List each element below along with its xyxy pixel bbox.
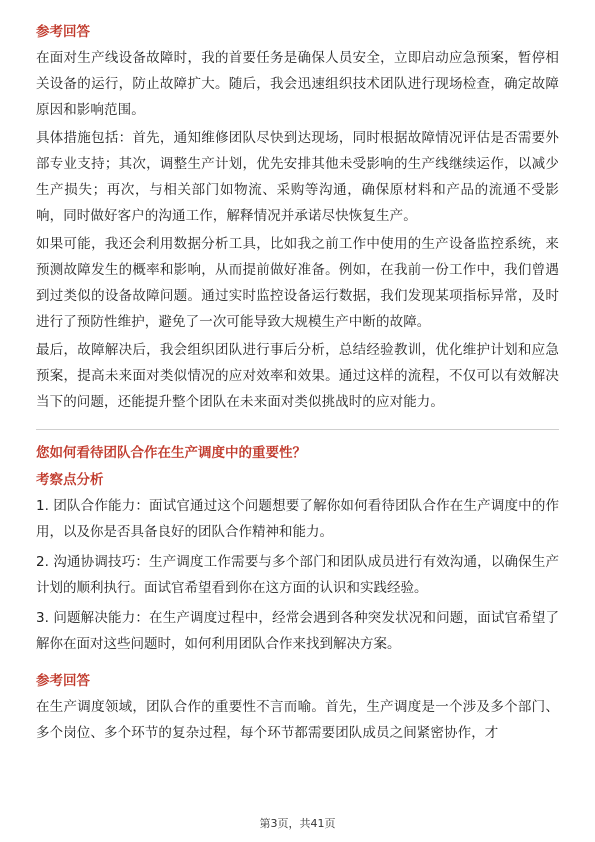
answer-paragraph: 在生产调度领域，团队合作的重要性不言而喻。首先，生产调度是一个涉及多个部门、多个岗位、多个环节的复杂过程，每个环节都需要团队成员之间紧密协作，才 xyxy=(36,699,559,741)
question-title: 您如何看待团队合作在生产调度中的重要性？ xyxy=(36,445,306,461)
analysis-item: 2. 沟通协调技巧：生产调度工作需要与多个部门和团队成员进行有效沟通，以确保生产计划的顺利执行。面试官希望看到你在这方面的认识和实践经验。 xyxy=(36,554,559,596)
answer-paragraph: 如果可能，我还会利用数据分析工具，比如我之前工作中使用的生产设备监控系统，来预测故障发生的概率和影响，从而提前做好准备。例如，在我前一份工作中，我们曾遇到过类似的设备故障问题。通过实时监控设备运行数据，我们发现某项指标异常，及时进行了预防性维护，避免了一次可能导致大规模生产中断的故障。 xyxy=(36,236,559,330)
spacer xyxy=(36,661,559,671)
analysis-item: 1. 团队合作能力：面试官通过这个问题想要了解你如何看待团队合作在生产调度中的作用，以及你是否具备良好的团队合作精神和能力。 xyxy=(36,498,559,540)
section-divider xyxy=(36,429,559,430)
document-page xyxy=(36,22,559,748)
analysis-item: 3. 问题解决能力：在生产调度过程中，经常会遇到各种突发状况和问题，面试官希望了解你在面对这些问题时，如何利用团队合作来找到解决方案。 xyxy=(36,610,559,652)
answer-paragraph: 具体措施包括：首先，通知维修团队尽快到达现场，同时根据故障情况评估是否需要外部专业支持；其次，调整生产计划，优先安排其他未受影响的生产线继续运作，以减少生产损失；再次，与相关部门如物流、采购等沟通，确保原材料和产品的流通不受影响，同时做好客户的沟通工作，解释情况并承诺尽快恢复生产。 xyxy=(36,130,559,224)
page-number: 第3页，共41页 xyxy=(259,817,336,830)
answer-heading: 参考回答 xyxy=(36,24,90,40)
answer-heading: 参考回答 xyxy=(36,673,90,689)
answer-paragraph: 最后，故障解决后，我会组织团队进行事后分析，总结经验教训，优化维护计划和应急预案，提高未来面对类似情况的应对效率和效果。通过这样的流程，不仅可以有效解决当下的问题，还能提升整个团队在未来面对类似挑战时的应对能力。 xyxy=(36,342,559,410)
answer-paragraph: 在面对生产线设备故障时，我的首要任务是确保人员安全，立即启动应急预案，暂停相关设备的运行，防止故障扩大。随后，我会迅速组织技术团队进行现场检查，确定故障原因和影响范围。 xyxy=(36,50,559,118)
analysis-heading: 考察点分析 xyxy=(36,472,104,488)
